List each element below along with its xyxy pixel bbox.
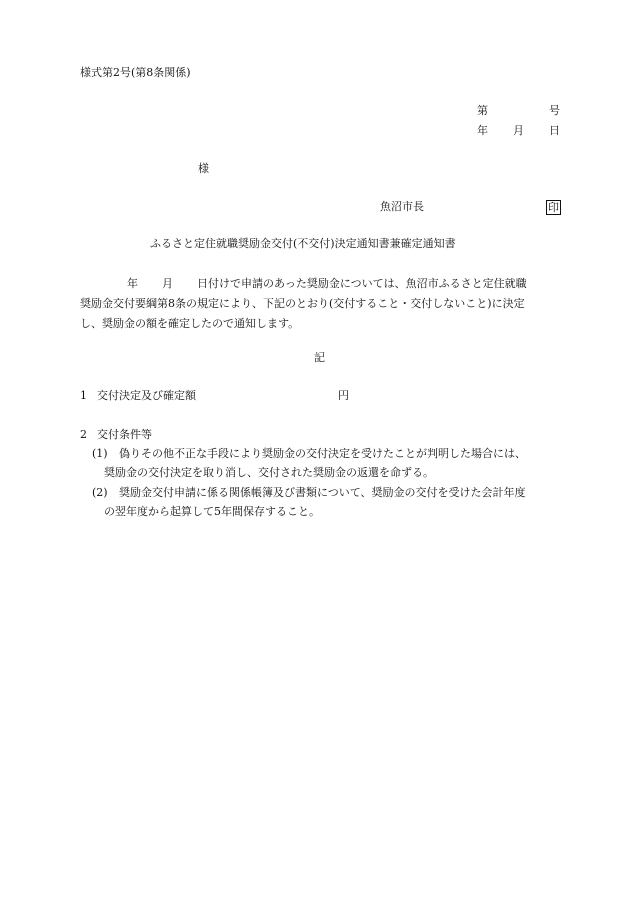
body-line-1 bbox=[80, 274, 570, 294]
body-paragraph bbox=[80, 274, 570, 334]
body-line-3: し、奨励金の額を確定したので通知します。 bbox=[80, 317, 300, 330]
document-title: ふるさと定住就職奨励金交付(不交付)決定通知書兼確定通知書 bbox=[150, 237, 456, 250]
doc-number-go: 号 bbox=[549, 104, 560, 117]
item1-number: 1 bbox=[80, 389, 87, 402]
item2-number: 2 bbox=[80, 428, 87, 441]
date-year: 年 bbox=[477, 124, 488, 137]
item1-label: 交付決定及び確定額 bbox=[97, 389, 196, 402]
body-line-1-rest: 日付けで申請のあった奨励金については、魚沼市ふるさと定住就職 bbox=[197, 277, 527, 290]
addressee-suffix: 様 bbox=[198, 162, 209, 175]
item2-sub2-line1: 奨励金交付申請に係る関係帳簿及び書類について、奨励金の交付を受けた会計年度 bbox=[119, 486, 526, 499]
seal-mark bbox=[546, 200, 561, 215]
seal-text: 印 bbox=[548, 201, 559, 214]
date-month: 月 bbox=[513, 124, 524, 137]
item2-sub2-number: (2) bbox=[92, 486, 108, 499]
body-line-2: 奨励金交付要綱第8条の規定により、下記のとおり(交付すること・交付しないこと)に決定 bbox=[80, 297, 525, 310]
body-month: 月 bbox=[162, 277, 173, 290]
item2-sub1-number: (1) bbox=[92, 447, 108, 460]
date-day: 日 bbox=[549, 124, 560, 137]
body-year: 年 bbox=[127, 277, 138, 290]
item2-sub1-line1: 偽りその他不正な手段により奨励金の交付決定を受けたことが判明した場合には、 bbox=[119, 447, 526, 460]
item2-sub2-line2: の翌年度から起算して5年間保存すること。 bbox=[104, 505, 320, 518]
doc-number-dai: 第 bbox=[477, 104, 488, 117]
item2-label: 交付条件等 bbox=[97, 428, 152, 441]
ki-heading: 記 bbox=[314, 351, 325, 364]
issuer-name: 魚沼市長 bbox=[380, 200, 424, 213]
form-number: 様式第2号(第8条関係) bbox=[80, 66, 191, 79]
item1-unit: 円 bbox=[338, 389, 349, 402]
item2-sub1-line2: 奨励金の交付決定を取り消し、交付された奨励金の返還を命ずる。 bbox=[104, 466, 434, 479]
